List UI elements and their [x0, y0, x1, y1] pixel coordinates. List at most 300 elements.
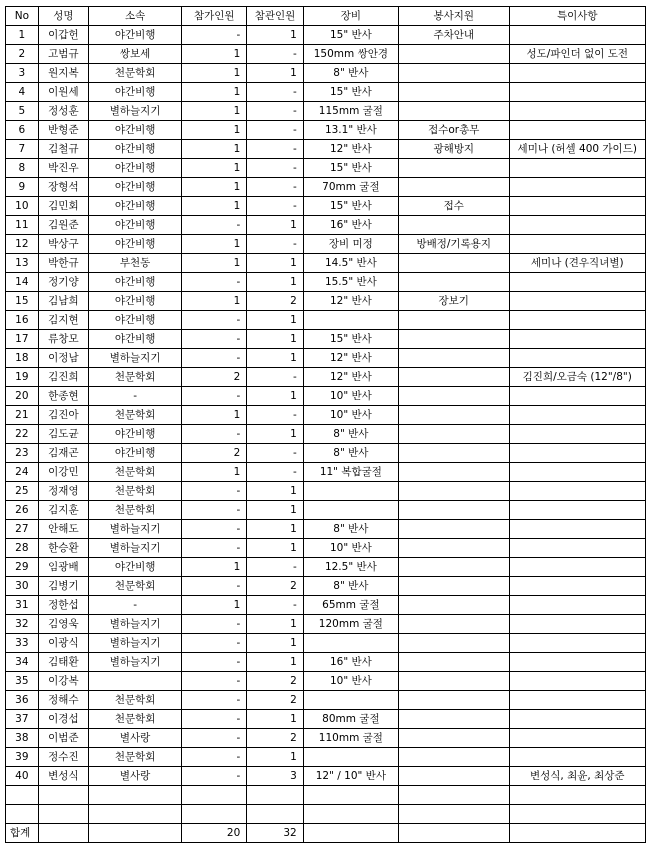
row-equipment [303, 311, 398, 330]
row-org: 야간비행 [89, 292, 182, 311]
row-volunteer [398, 216, 509, 235]
table-row [6, 178, 646, 197]
row-org: 야간비행 [89, 159, 182, 178]
row-no: 13 [6, 254, 39, 273]
header-observers: 참관인원 [247, 7, 303, 26]
row-volunteer [398, 349, 509, 368]
table-row [6, 273, 646, 292]
row-equipment: 8" 반사 [303, 425, 398, 444]
table-body [6, 7, 646, 843]
row-observers: 2 [247, 672, 303, 691]
header-notes: 특이사항 [509, 7, 646, 26]
row-equipment: 15" 반사 [303, 26, 398, 45]
row-observers: - [247, 121, 303, 140]
row-org: 별하늘지기 [89, 634, 182, 653]
row-name: 이범준 [38, 729, 88, 748]
row-observers: - [247, 444, 303, 463]
blank-cell [38, 786, 88, 805]
row-name: 김태환 [38, 653, 88, 672]
row-volunteer: 접수or총무 [398, 121, 509, 140]
row-equipment [303, 691, 398, 710]
row-observers: 1 [247, 330, 303, 349]
row-observers: 1 [247, 64, 303, 83]
row-observers: 1 [247, 710, 303, 729]
header-equipment: 장비 [303, 7, 398, 26]
row-notes [509, 425, 646, 444]
row-equipment: 10" 반사 [303, 672, 398, 691]
row-volunteer [398, 596, 509, 615]
table-row [6, 615, 646, 634]
row-name: 김영욱 [38, 615, 88, 634]
table-row [6, 83, 646, 102]
row-name: 이광식 [38, 634, 88, 653]
row-notes [509, 26, 646, 45]
row-volunteer: 주차안내 [398, 26, 509, 45]
row-observers: - [247, 197, 303, 216]
row-no: 22 [6, 425, 39, 444]
row-no: 7 [6, 140, 39, 159]
row-participants: - [182, 710, 247, 729]
row-observers: 1 [247, 501, 303, 520]
row-no: 38 [6, 729, 39, 748]
table-row [6, 558, 646, 577]
header-row [6, 7, 646, 26]
row-volunteer [398, 577, 509, 596]
row-org [89, 672, 182, 691]
row-volunteer [398, 83, 509, 102]
row-name: 김진희 [38, 368, 88, 387]
total-label: 합계 [6, 824, 39, 843]
row-no: 37 [6, 710, 39, 729]
row-observers: 1 [247, 634, 303, 653]
row-participants: - [182, 330, 247, 349]
row-notes [509, 539, 646, 558]
row-observers: 1 [247, 216, 303, 235]
row-participants: 1 [182, 463, 247, 482]
table-row [6, 691, 646, 710]
row-no: 27 [6, 520, 39, 539]
row-no: 3 [6, 64, 39, 83]
row-notes [509, 710, 646, 729]
row-name: 박한규 [38, 254, 88, 273]
row-participants: - [182, 26, 247, 45]
row-participants: 1 [182, 64, 247, 83]
row-name: 이경섭 [38, 710, 88, 729]
row-notes [509, 558, 646, 577]
row-equipment: 8" 반사 [303, 520, 398, 539]
row-volunteer [398, 102, 509, 121]
row-name: 이강민 [38, 463, 88, 482]
row-observers: - [247, 596, 303, 615]
row-notes [509, 102, 646, 121]
row-no: 24 [6, 463, 39, 482]
row-equipment [303, 748, 398, 767]
row-observers: 1 [247, 653, 303, 672]
row-volunteer [398, 710, 509, 729]
row-observers: 1 [247, 26, 303, 45]
row-name: 반형준 [38, 121, 88, 140]
row-participants: 1 [182, 178, 247, 197]
table-row [6, 653, 646, 672]
row-notes [509, 178, 646, 197]
row-notes [509, 577, 646, 596]
table-row [6, 387, 646, 406]
row-notes [509, 501, 646, 520]
row-no: 16 [6, 311, 39, 330]
table-row [6, 330, 646, 349]
row-no: 25 [6, 482, 39, 501]
row-org: 천문학회 [89, 501, 182, 520]
row-observers: - [247, 159, 303, 178]
table-row [6, 710, 646, 729]
row-equipment: 16" 반사 [303, 653, 398, 672]
row-observers: 2 [247, 292, 303, 311]
row-name: 박상구 [38, 235, 88, 254]
row-volunteer [398, 729, 509, 748]
row-volunteer [398, 311, 509, 330]
header-name: 성명 [38, 7, 88, 26]
row-equipment: 110mm 굴절 [303, 729, 398, 748]
row-participants: 1 [182, 121, 247, 140]
row-equipment: 12" 반사 [303, 368, 398, 387]
row-name: 한종현 [38, 387, 88, 406]
table-row [6, 501, 646, 520]
row-volunteer [398, 558, 509, 577]
table-row [6, 254, 646, 273]
row-observers: - [247, 140, 303, 159]
row-volunteer [398, 520, 509, 539]
row-equipment: 12.5" 반사 [303, 558, 398, 577]
row-org: - [89, 596, 182, 615]
row-name: 고범규 [38, 45, 88, 64]
row-no: 19 [6, 368, 39, 387]
row-volunteer [398, 425, 509, 444]
blank-cell [247, 786, 303, 805]
blank-cell [509, 786, 646, 805]
row-name: 김철규 [38, 140, 88, 159]
row-volunteer [398, 691, 509, 710]
row-notes: 김진희/오금숙 (12"/8") [509, 368, 646, 387]
row-equipment: 12" 반사 [303, 349, 398, 368]
row-equipment [303, 634, 398, 653]
row-participants: 1 [182, 292, 247, 311]
row-participants: - [182, 387, 247, 406]
row-notes [509, 634, 646, 653]
table-row [6, 577, 646, 596]
header-org: 소속 [89, 7, 182, 26]
row-participants: 1 [182, 558, 247, 577]
table-row [6, 102, 646, 121]
row-observers: - [247, 178, 303, 197]
row-volunteer [398, 273, 509, 292]
row-observers: - [247, 102, 303, 121]
row-notes: 세미나 (허셀 400 가이드) [509, 140, 646, 159]
row-org: 별하늘지기 [89, 615, 182, 634]
row-participants: - [182, 748, 247, 767]
row-equipment: 12" / 10" 반사 [303, 767, 398, 786]
row-name: 김재곤 [38, 444, 88, 463]
row-observers: 1 [247, 482, 303, 501]
row-no: 10 [6, 197, 39, 216]
table-row [6, 64, 646, 83]
blank-row [6, 805, 646, 824]
table-row [6, 672, 646, 691]
blank-cell [247, 805, 303, 824]
row-participants: - [182, 615, 247, 634]
row-notes [509, 197, 646, 216]
row-org: 야간비행 [89, 121, 182, 140]
row-name: 임광배 [38, 558, 88, 577]
row-org: 별하늘지기 [89, 653, 182, 672]
row-org: 야간비행 [89, 558, 182, 577]
row-participants: - [182, 520, 247, 539]
row-name: 정기양 [38, 273, 88, 292]
total-row [6, 824, 646, 843]
row-notes [509, 216, 646, 235]
row-volunteer [398, 672, 509, 691]
table-row [6, 140, 646, 159]
row-equipment: 8" 반사 [303, 444, 398, 463]
row-participants: 1 [182, 235, 247, 254]
row-participants: 2 [182, 368, 247, 387]
row-volunteer [398, 539, 509, 558]
row-volunteer [398, 501, 509, 520]
total-blank [303, 824, 398, 843]
row-name: 김남희 [38, 292, 88, 311]
table-row [6, 463, 646, 482]
participant-table [5, 6, 646, 843]
row-notes [509, 159, 646, 178]
row-observers: - [247, 406, 303, 425]
row-observers: 2 [247, 577, 303, 596]
row-equipment: 16" 반사 [303, 216, 398, 235]
total-blank [398, 824, 509, 843]
blank-cell [509, 805, 646, 824]
row-participants: - [182, 216, 247, 235]
row-volunteer [398, 406, 509, 425]
row-org: 별하늘지기 [89, 539, 182, 558]
row-volunteer [398, 463, 509, 482]
row-participants: 1 [182, 159, 247, 178]
row-volunteer [398, 653, 509, 672]
row-equipment [303, 482, 398, 501]
row-equipment: 14.5" 반사 [303, 254, 398, 273]
row-name: 이정남 [38, 349, 88, 368]
row-no: 31 [6, 596, 39, 615]
row-volunteer [398, 178, 509, 197]
row-name: 한승환 [38, 539, 88, 558]
row-equipment: 15" 반사 [303, 159, 398, 178]
row-org: 별하늘지기 [89, 102, 182, 121]
row-notes [509, 482, 646, 501]
row-equipment: 15.5" 반사 [303, 273, 398, 292]
row-org: 야간비행 [89, 140, 182, 159]
row-observers: 1 [247, 520, 303, 539]
row-observers: - [247, 463, 303, 482]
row-name: 이갑헌 [38, 26, 88, 45]
row-org: 별하늘지기 [89, 520, 182, 539]
table-row [6, 520, 646, 539]
table-row [6, 368, 646, 387]
row-org: 천문학회 [89, 691, 182, 710]
row-equipment: 12" 반사 [303, 292, 398, 311]
row-name: 안해도 [38, 520, 88, 539]
row-notes [509, 349, 646, 368]
row-notes: 세미나 (견우직녀별) [509, 254, 646, 273]
blank-cell [38, 805, 88, 824]
row-observers: 1 [247, 311, 303, 330]
table-row [6, 767, 646, 786]
row-participants: 1 [182, 45, 247, 64]
row-equipment: 13.1" 반사 [303, 121, 398, 140]
row-observers: 1 [247, 425, 303, 444]
row-observers: - [247, 368, 303, 387]
row-equipment: 15" 반사 [303, 83, 398, 102]
row-notes [509, 691, 646, 710]
row-no: 6 [6, 121, 39, 140]
row-name: 정수진 [38, 748, 88, 767]
row-notes [509, 729, 646, 748]
total-blank [38, 824, 88, 843]
table-row [6, 349, 646, 368]
row-volunteer [398, 64, 509, 83]
row-no: 18 [6, 349, 39, 368]
row-participants: 1 [182, 596, 247, 615]
blank-cell [6, 805, 39, 824]
row-org: 야간비행 [89, 235, 182, 254]
row-notes [509, 653, 646, 672]
row-equipment: 65mm 굴절 [303, 596, 398, 615]
row-equipment: 115mm 굴절 [303, 102, 398, 121]
row-observers: 1 [247, 748, 303, 767]
total-observers: 32 [247, 824, 303, 843]
row-equipment: 11" 복합굴절 [303, 463, 398, 482]
row-observers: 1 [247, 387, 303, 406]
table-row [6, 406, 646, 425]
table-row [6, 634, 646, 653]
table-row [6, 311, 646, 330]
row-notes [509, 273, 646, 292]
row-observers: 2 [247, 729, 303, 748]
row-participants: - [182, 691, 247, 710]
row-volunteer: 접수 [398, 197, 509, 216]
row-no: 32 [6, 615, 39, 634]
row-participants: - [182, 482, 247, 501]
blank-cell [398, 786, 509, 805]
table-row [6, 197, 646, 216]
row-participants: 1 [182, 83, 247, 102]
row-name: 정한섭 [38, 596, 88, 615]
row-participants: - [182, 311, 247, 330]
row-no: 15 [6, 292, 39, 311]
row-name: 김원준 [38, 216, 88, 235]
row-volunteer [398, 444, 509, 463]
row-participants: - [182, 501, 247, 520]
row-participants: - [182, 349, 247, 368]
row-equipment: 10" 반사 [303, 406, 398, 425]
row-name: 이원세 [38, 83, 88, 102]
row-org: 별사랑 [89, 729, 182, 748]
row-participants: 1 [182, 406, 247, 425]
row-org: 별사랑 [89, 767, 182, 786]
row-volunteer [398, 482, 509, 501]
row-name: 김도균 [38, 425, 88, 444]
row-no: 17 [6, 330, 39, 349]
row-no: 20 [6, 387, 39, 406]
row-equipment: 12" 반사 [303, 140, 398, 159]
row-name: 이강복 [38, 672, 88, 691]
row-org: 야간비행 [89, 311, 182, 330]
row-observers: 1 [247, 615, 303, 634]
row-org: 야간비행 [89, 216, 182, 235]
blank-cell [398, 805, 509, 824]
row-observers: 3 [247, 767, 303, 786]
row-equipment: 15" 반사 [303, 197, 398, 216]
row-participants: 2 [182, 444, 247, 463]
table-row [6, 159, 646, 178]
row-name: 김지훈 [38, 501, 88, 520]
row-notes [509, 387, 646, 406]
row-no: 2 [6, 45, 39, 64]
row-volunteer [398, 615, 509, 634]
table-row [6, 596, 646, 615]
row-org: 야간비행 [89, 330, 182, 349]
row-org: 야간비행 [89, 26, 182, 45]
row-notes [509, 83, 646, 102]
row-notes [509, 444, 646, 463]
row-volunteer [398, 254, 509, 273]
row-observers: 1 [247, 254, 303, 273]
row-name: 김민회 [38, 197, 88, 216]
table-row [6, 539, 646, 558]
row-participants: 1 [182, 197, 247, 216]
row-notes: 변성식, 최윤, 최상준 [509, 767, 646, 786]
row-name: 장형석 [38, 178, 88, 197]
row-no: 21 [6, 406, 39, 425]
row-notes [509, 748, 646, 767]
table-row [6, 425, 646, 444]
row-org: 야간비행 [89, 197, 182, 216]
row-equipment: 150mm 쌍안경 [303, 45, 398, 64]
table-row [6, 748, 646, 767]
row-no: 12 [6, 235, 39, 254]
header-participants: 참가인원 [182, 7, 247, 26]
row-no: 30 [6, 577, 39, 596]
row-participants: 1 [182, 140, 247, 159]
row-notes [509, 311, 646, 330]
table-row [6, 729, 646, 748]
table-row [6, 235, 646, 254]
row-equipment: 8" 반사 [303, 577, 398, 596]
row-no: 33 [6, 634, 39, 653]
row-participants: 1 [182, 254, 247, 273]
row-observers: - [247, 45, 303, 64]
row-participants: - [182, 672, 247, 691]
table-row [6, 444, 646, 463]
row-notes [509, 235, 646, 254]
row-volunteer: 광해방지 [398, 140, 509, 159]
row-participants: - [182, 634, 247, 653]
row-notes: 성도/파인더 없이 도전 [509, 45, 646, 64]
row-equipment: 장비 미정 [303, 235, 398, 254]
row-org: - [89, 387, 182, 406]
row-equipment: 15" 반사 [303, 330, 398, 349]
row-name: 김지현 [38, 311, 88, 330]
row-equipment: 10" 반사 [303, 387, 398, 406]
row-participants: 1 [182, 102, 247, 121]
header-volunteer: 봉사지원 [398, 7, 509, 26]
row-name: 원지복 [38, 64, 88, 83]
